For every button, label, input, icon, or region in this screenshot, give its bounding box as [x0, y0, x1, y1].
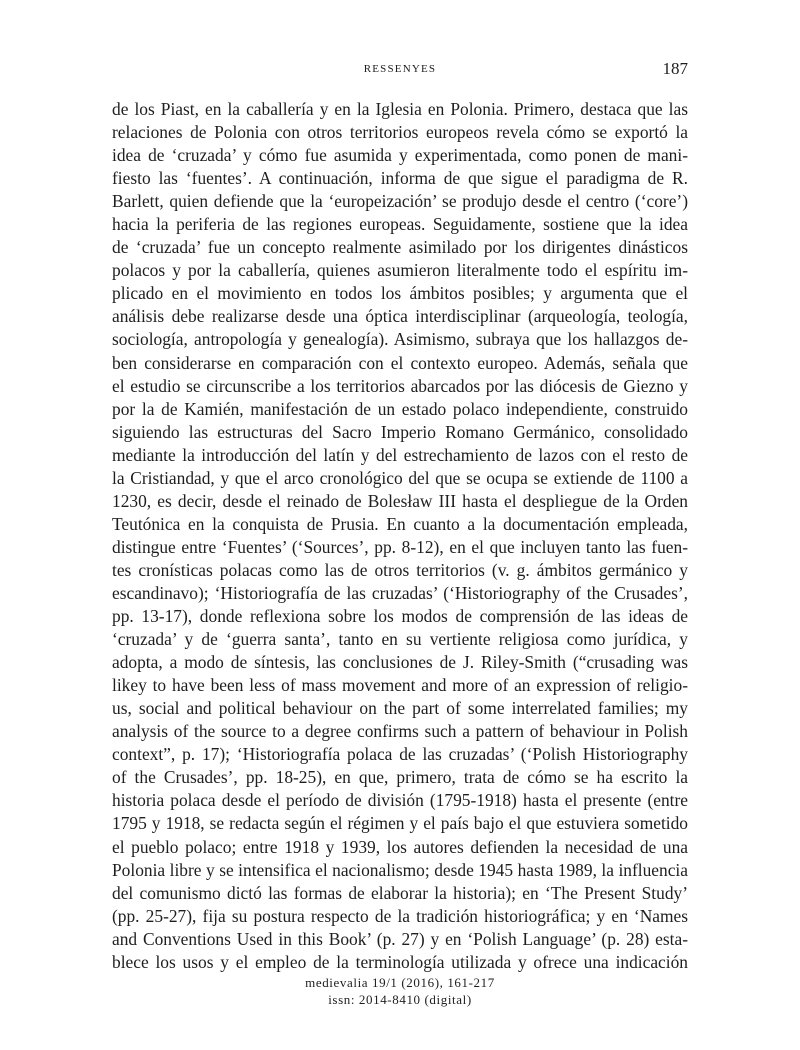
journal-citation: medievalia 19/1 (2016), 161-217 — [305, 975, 495, 990]
text-line: por la de Kamién, manifestación de un estado polaco independiente, construido — [112, 398, 688, 419]
page-footer — [112, 974, 688, 1008]
text-line: el pueblo polaco; entre 1918 y 1939, los autores defienden la necesidad de una — [112, 836, 688, 857]
text-line: siguiendo las estructuras del Sacro Imperio Romano Germánico, consolidado — [112, 421, 688, 442]
review-body-text — [112, 98, 688, 974]
text-line: adopta, a modo de síntesis, las conclusiones de J. Riley-Smith (“crusading was — [112, 652, 688, 673]
text-line: pp. 13-17), donde reflexiona sobre los modos de comprensión de las ideas de — [112, 606, 688, 627]
text-line: Polonia libre y se intensifica el nacionalismo; desde 1945 hasta 1989, la influencia — [112, 859, 688, 880]
issn-line: issn: 2014-8410 (digital) — [328, 992, 472, 1007]
text-line: análisis debe realizarse desde una óptica interdisciplinar (arqueología, teología, — [112, 306, 688, 327]
text-line: de los Piast, en la caballería y en la Iglesia en Polonia. Primero, destaca que las — [112, 99, 688, 119]
text-line: us, social and political behaviour on the part of some interrelated families; my — [112, 698, 688, 719]
text-line: blece los usos y el empleo de la terminología utilizada y ofrece una indicación — [112, 951, 688, 972]
text-line: likey to have been less of mass movement and more of an expression of religio- — [112, 675, 688, 696]
text-line: Barlett, quien defiende que la ‘europeización’ se produjo desde el centro (‘core’) — [112, 191, 688, 212]
text-line: analysis of the source to a degree confirms such a pattern of behaviour in Polish — [112, 721, 688, 742]
running-header — [112, 59, 688, 81]
text-line: 1230, es decir, desde el reinado de Bolesław III hasta el despliegue de la Orden — [112, 490, 688, 511]
text-line: Teutónica en la conquista de Prusia. En cuanto a la documentación empleada, — [112, 513, 688, 534]
text-line: context”, p. 17); ‘Historiografía polaca de las cruzadas’ (‘Polish Historiography — [112, 744, 688, 765]
text-line: 1795 y 1918, se redacta según el régimen y el país bajo el que estuviera sometido — [112, 813, 688, 834]
text-line: ‘cruzada’ y de ‘guerra santa’, tanto en su vertiente religiosa como jurídica, y — [112, 629, 688, 650]
text-line: polacos y por la caballería, quienes asumieron literalmente todo el espíritu im- — [112, 260, 688, 281]
text-line: la Cristiandad, y que el arco cronológico del que se ocupa se extiende de 1100 a — [112, 467, 688, 488]
text-line: mediante la introducción del latín y del estrechamiento de lazos con el resto de — [112, 444, 688, 465]
text-line: hacia la periferia de las regiones europeas. Seguidamente, sostiene que la idea — [112, 214, 688, 235]
text-line: tes cronísticas polacas como las de otros territorios (v. g. ámbitos germánico y — [112, 559, 688, 580]
text-line: plicado en el movimiento en todos los ámbitos posibles; y argumenta que el — [112, 283, 688, 304]
text-line: of the Crusades’, pp. 18-25), en que, primero, trata de cómo se ha escrito la — [112, 767, 688, 788]
text-line: historia polaca desde el período de división (1795-1918) hasta el presente (entre — [112, 790, 688, 811]
text-line: idea de ‘cruzada’ y cómo fue asumida y experimentada, como ponen de mani- — [112, 145, 688, 166]
text-line: fiesto las ‘fuentes’. A continuación, informa de que sigue el paradigma de R. — [112, 168, 688, 189]
text-line: distingue entre ‘Fuentes’ (‘Sources’, pp. 8-12), en el que incluyen tanto las fuen- — [112, 536, 688, 557]
text-line: el estudio se circunscribe a los territorios abarcados por las diócesis de Giezno y — [112, 375, 688, 396]
page-number: 187 — [662, 59, 688, 78]
text-line: de ‘cruzada’ fue un concepto realmente asimilado por los dirigentes dinásticos — [112, 237, 688, 258]
text-line: escandinavo); ‘Historiografía de las cruzadas’ (‘Historiography of the Crusades’, — [112, 582, 688, 603]
text-line: ben considerarse en comparación con el contexto europeo. Además, señala que — [112, 352, 688, 373]
text-line: relaciones de Polonia con otros territorios europeos revela cómo se exportó la — [112, 122, 688, 143]
text-line: and Conventions Used in this Book’ (p. 27) y en ‘Polish Language’ (p. 28) esta- — [112, 928, 688, 949]
section-title: RESSENYES — [363, 63, 437, 75]
text-line: (pp. 25-27), fija su postura respecto de la tradición historiográfica; y en ‘Names — [112, 905, 688, 926]
text-line: del comunismo dictó las formas de elaborar la historia); en ‘The Present Study’ — [112, 882, 688, 903]
text-line: sociología, antropología y genealogía). Asimismo, subraya que los hallazgos de- — [112, 329, 688, 350]
